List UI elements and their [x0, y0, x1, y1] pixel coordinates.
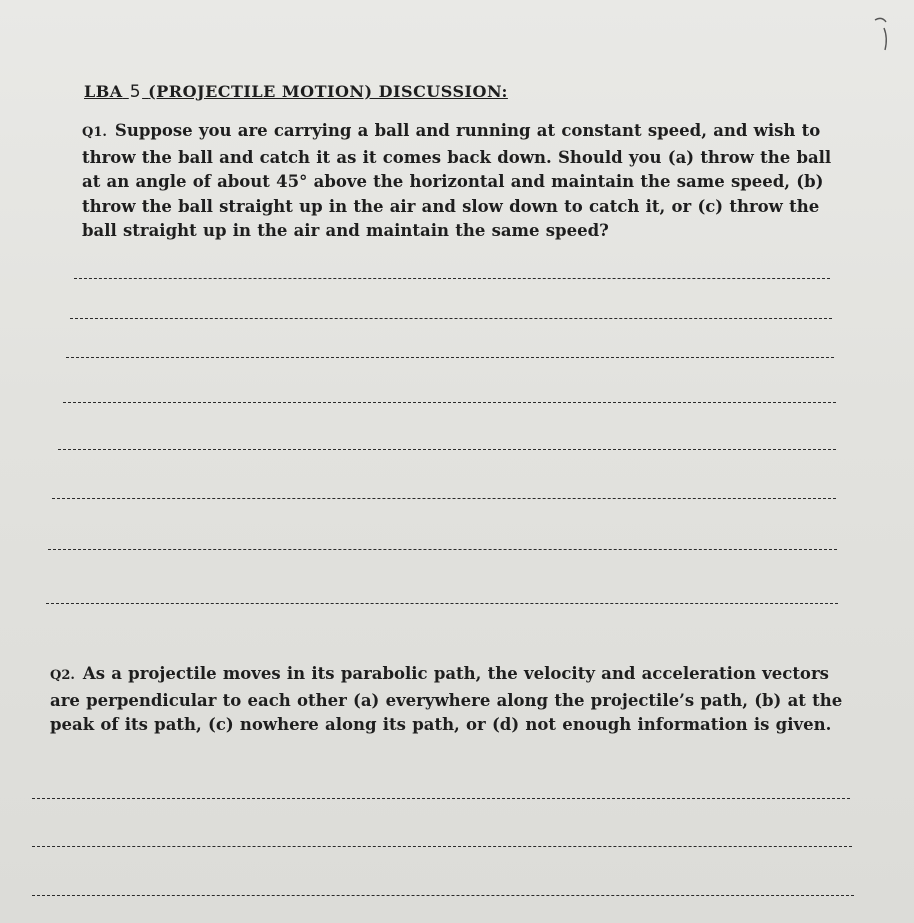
answer-line-q1-7[interactable]: [48, 549, 837, 550]
title-text: (PROJECTILE MOTION) DISCUSSION:: [148, 82, 508, 101]
pen-mark-icon: [872, 14, 892, 54]
answer-line-q1-4[interactable]: [63, 402, 836, 403]
question-2: [50, 662, 850, 738]
answer-line-q2-3[interactable]: [32, 895, 854, 896]
answer-line-q1-8[interactable]: [46, 603, 838, 604]
answer-line-q1-5[interactable]: [58, 449, 836, 450]
answer-line-q1-6[interactable]: [52, 498, 836, 499]
answer-line-q1-1[interactable]: [74, 278, 830, 279]
answer-line-q1-2[interactable]: [70, 318, 832, 319]
question-2-text: As a projectile moves in its parabolic path, the velocity and acceleration vectors are perpendicular to each other (a) everywhere along the projectile’s path, (b) at the peak of its path, (c) nowhere along its path, or (d) not enough information is given.: [50, 664, 843, 734]
question-1-text: Suppose you are carrying a ball and running at constant speed, and wish to throw the ball and catch it as it comes back down. Should you (a) throw the ball at an angle of about 45° above the horizontal and maintain the same speed, (b) throw the ball straight up in the air and slow down to catch it, or (c) throw the ball straight up in the air and maintain the same speed?: [82, 121, 832, 240]
answer-line-q2-2[interactable]: [32, 846, 852, 847]
title-number: 5: [129, 82, 142, 102]
title-prefix: LBA: [84, 82, 123, 101]
question-1: [82, 119, 842, 244]
question-2-number: Q2.: [50, 668, 75, 683]
question-1-number: Q1.: [82, 125, 107, 140]
worksheet-title: [84, 82, 508, 102]
answer-line-q2-1[interactable]: [32, 798, 850, 799]
answer-line-q1-3[interactable]: [66, 357, 834, 358]
